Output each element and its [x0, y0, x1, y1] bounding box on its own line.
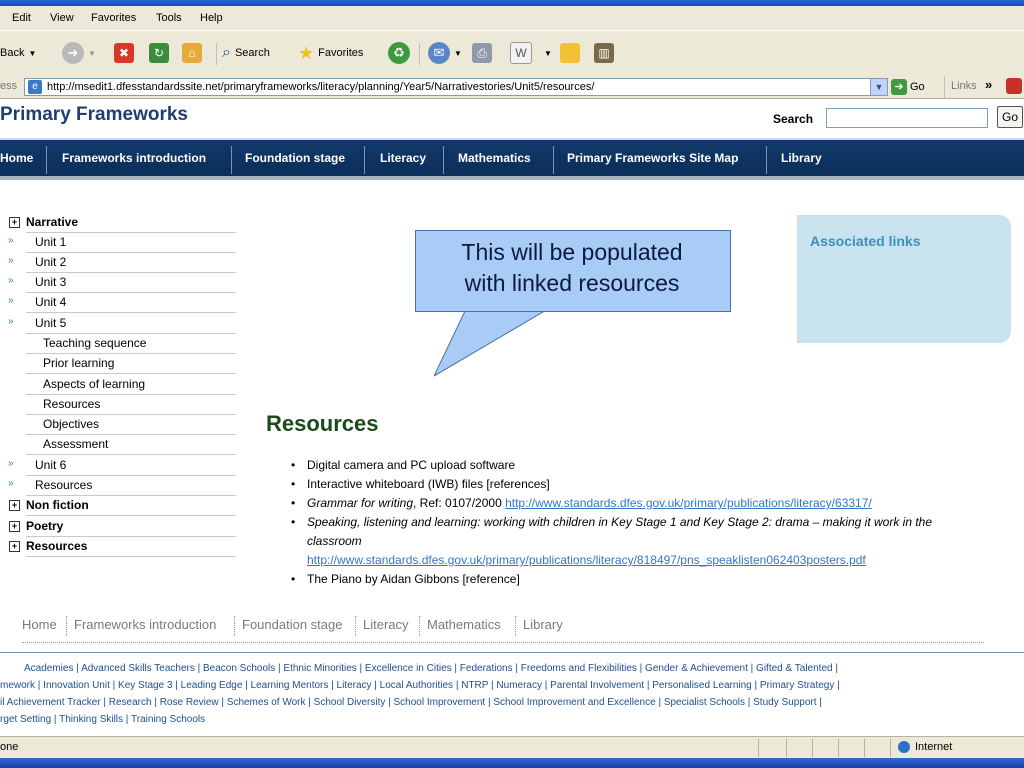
callout-line-2: with linked resources [464, 270, 680, 296]
sidebar-item-resources[interactable]: + Resources [26, 537, 236, 557]
chevron-down-icon: ▼ [88, 48, 96, 58]
footer-nav-library[interactable]: Library [523, 617, 563, 632]
associated-links-title: Associated links [810, 233, 921, 249]
media-icon: ♻ [388, 42, 410, 64]
chevron-down-icon: » [8, 458, 14, 469]
chevron-down-icon: » [8, 478, 14, 489]
go-arrow-icon: ➜ [891, 79, 907, 95]
footer-links-line-3[interactable]: il Achievement Tracker | Research | Rose Review | Schemes of Work | School Diversity | School Improvement | School Improvement and Excellence | Specialist Schools | Study Support | [0, 697, 822, 708]
nav-shadow [0, 176, 1024, 180]
list-item: • Speaking, listening and learning: working with children in Key Stage 1 and Key Stage 2: drama – making it work in the classroom http://www.standards.dfes.gov.uk/primary/publications/literacy/818497/pns_speaklisten062403posters.pdf [307, 513, 989, 570]
sidebar-item-unit-5[interactable]: » Unit 5 [26, 314, 236, 334]
sidebar-item-narrative-resources[interactable]: » Resources [26, 476, 236, 496]
menu-favorites[interactable]: Favorites [91, 12, 137, 24]
menu-bar [0, 6, 1024, 30]
chevron-down-icon[interactable]: ▼ [870, 79, 887, 95]
zone-text: Internet [915, 741, 953, 753]
sidebar-item-unit-6[interactable]: » Unit 6 [26, 456, 236, 476]
discuss-button[interactable] [560, 41, 580, 65]
nav-literacy[interactable]: Literacy [380, 151, 427, 165]
footer-nav-literacy[interactable]: Literacy [363, 617, 409, 632]
back-button[interactable] [0, 41, 36, 65]
search-icon: ⌕ [222, 44, 231, 61]
globe-icon [898, 741, 910, 753]
expand-icon[interactable]: + [9, 500, 20, 511]
favorites-button[interactable] [298, 41, 363, 65]
chevron-down-icon: ▼ [544, 48, 552, 58]
nav-foundation-stage[interactable]: Foundation stage [245, 151, 345, 165]
resource-link[interactable]: http://www.standards.dfes.gov.uk/primary/publications/literacy/818497/pns_speaklisten062403posters.pdf [307, 553, 866, 567]
callout-text [415, 237, 729, 299]
chevron-down-icon: » [8, 235, 14, 246]
expand-icon[interactable]: + [9, 541, 20, 552]
sidebar-item-unit-3[interactable]: » Unit 3 [26, 273, 236, 293]
footer-nav-mathematics[interactable]: Mathematics [427, 617, 501, 632]
status-bar [0, 736, 1024, 759]
list-item: • Digital camera and PC upload software [307, 456, 989, 475]
expand-icon[interactable]: + [9, 217, 20, 228]
star-icon: ★ [298, 42, 315, 63]
menu-view[interactable]: View [50, 12, 74, 24]
forward-arrow-icon: ➜ [62, 42, 84, 64]
footer-links-line-4[interactable]: rget Setting | Thinking Skills | Training Schools [0, 714, 206, 725]
taskbar [0, 758, 1024, 768]
sidebar-item-assessment[interactable]: Assessment [26, 435, 236, 455]
toolbar-extension-icon[interactable] [1006, 78, 1022, 94]
sidebar-item-prior-learning[interactable]: Prior learning [26, 354, 236, 374]
media-button[interactable] [388, 41, 410, 65]
nav-frameworks-introduction[interactable]: Frameworks introduction [62, 151, 207, 165]
sidebar-item-teaching-sequence[interactable]: Teaching sequence [26, 334, 236, 354]
url-text: http://msedit1.dfesstandardssite.net/primaryframeworks/literacy/planning/Year5/Narrativestories/Unit5/resources/ [47, 81, 595, 93]
resources-list [289, 456, 989, 589]
chevron-down-icon: ▼ [454, 48, 462, 58]
site-search-label: Search [773, 112, 814, 126]
site-go-button[interactable]: Go [997, 106, 1023, 128]
sidebar-item-resources-unit5[interactable]: Resources [26, 395, 236, 415]
sidebar-item-unit-2[interactable]: » Unit 2 [26, 253, 236, 273]
research-button[interactable] [594, 41, 614, 65]
forward-button[interactable] [62, 41, 96, 65]
footer-nav [22, 612, 984, 643]
resources-heading: Resources [266, 411, 379, 436]
print-button[interactable] [472, 41, 492, 65]
nav-home[interactable]: Home [0, 151, 34, 165]
expand-icon[interactable]: + [9, 521, 20, 532]
address-bar [0, 76, 1024, 99]
main-nav [0, 138, 1024, 176]
callout-tail [434, 310, 554, 380]
chevron-down-icon: » [8, 295, 14, 306]
list-item: • Grammar for writing, Ref: 0107/2000 http://www.standards.dfes.gov.uk/primary/publications/literacy/63317/ [307, 494, 989, 513]
list-item: • Interactive whiteboard (IWB) files [references] [307, 475, 989, 494]
site-search-input[interactable] [826, 108, 988, 128]
nav-library[interactable]: Library [781, 151, 822, 165]
edit-button[interactable] [510, 41, 552, 65]
go-address-button[interactable] [891, 79, 925, 95]
resource-link[interactable]: http://www.standards.dfes.gov.uk/primary/publications/literacy/63317/ [505, 496, 872, 510]
sidebar-item-unit-1[interactable]: » Unit 1 [26, 233, 236, 253]
list-item: • The Piano by Aidan Gibbons [reference] [307, 570, 989, 589]
browser-toolbar [0, 30, 1024, 78]
chevron-down-icon: » [8, 275, 14, 286]
chevron-down-icon: » [8, 316, 14, 327]
site-title[interactable]: Primary Frameworks [0, 104, 188, 125]
address-input[interactable] [24, 78, 888, 96]
callout-line-1: This will be populated [461, 239, 683, 265]
nav-mathematics[interactable]: Mathematics [458, 151, 531, 165]
refresh-icon: ↻ [149, 43, 169, 63]
stop-button[interactable] [114, 41, 134, 65]
back-label: Back [0, 47, 25, 59]
footer-nav-foundation-stage[interactable]: Foundation stage [242, 617, 343, 632]
nav-site-map[interactable]: Primary Frameworks Site Map [567, 151, 739, 165]
sidebar-item-aspects-of-learning[interactable]: Aspects of learning [26, 375, 236, 395]
print-icon: ⎙ [472, 43, 492, 63]
folder-icon [560, 43, 580, 63]
chevron-down-icon: » [8, 255, 14, 266]
go-label: Go [910, 81, 925, 93]
research-icon: ▥ [594, 43, 614, 63]
status-text: one [0, 741, 19, 753]
search-button[interactable] [222, 41, 270, 65]
mail-icon: ✉ [428, 42, 450, 64]
sidebar-item-narrative[interactable]: + Narrative [26, 213, 236, 233]
favorites-label: Favorites [318, 47, 364, 59]
footer-divider [0, 652, 1024, 653]
sidebar-item-poetry[interactable]: + Poetry [26, 517, 236, 537]
links-chevron[interactable]: » [985, 77, 993, 92]
sidebar-item-objectives[interactable]: Objectives [26, 415, 236, 435]
home-button[interactable] [182, 41, 202, 65]
word-icon: W [510, 42, 532, 64]
menu-edit[interactable]: Edit [12, 12, 31, 24]
address-label: ess [0, 80, 18, 92]
sidebar-item-non-fiction[interactable]: + Non fiction [26, 496, 236, 516]
page-icon: e [28, 80, 42, 94]
stop-icon: ✖ [114, 43, 134, 63]
search-label: Search [234, 47, 270, 59]
footer-nav-frameworks-introduction[interactable]: Frameworks introduction [74, 617, 217, 632]
menu-tools[interactable]: Tools [156, 12, 182, 24]
chevron-down-icon: ▼ [28, 48, 37, 58]
menu-help[interactable]: Help [200, 12, 223, 24]
home-icon: ⌂ [182, 43, 202, 63]
footer-nav-home[interactable]: Home [22, 617, 57, 632]
sidebar-item-unit-4[interactable]: » Unit 4 [26, 293, 236, 313]
refresh-button[interactable] [149, 41, 169, 65]
footer-links-line-2[interactable]: mework | Innovation Unit | Key Stage 3 | Leading Edge | Learning Mentors | Literacy | Local Authorities | NTRP | Numeracy | Parental Involvement | Personalised Learning | Primary Strategy | [0, 680, 840, 691]
mail-button[interactable] [428, 41, 462, 65]
links-label[interactable]: Links [951, 80, 977, 92]
footer-links-line-1[interactable]: Academies | Advanced Skills Teachers | Beacon Schools | Ethnic Minorities | Excellence in Cities | Federations | Freedoms and Flexibilities | Gender & Achievement | Gifted & Talented | [24, 663, 838, 674]
